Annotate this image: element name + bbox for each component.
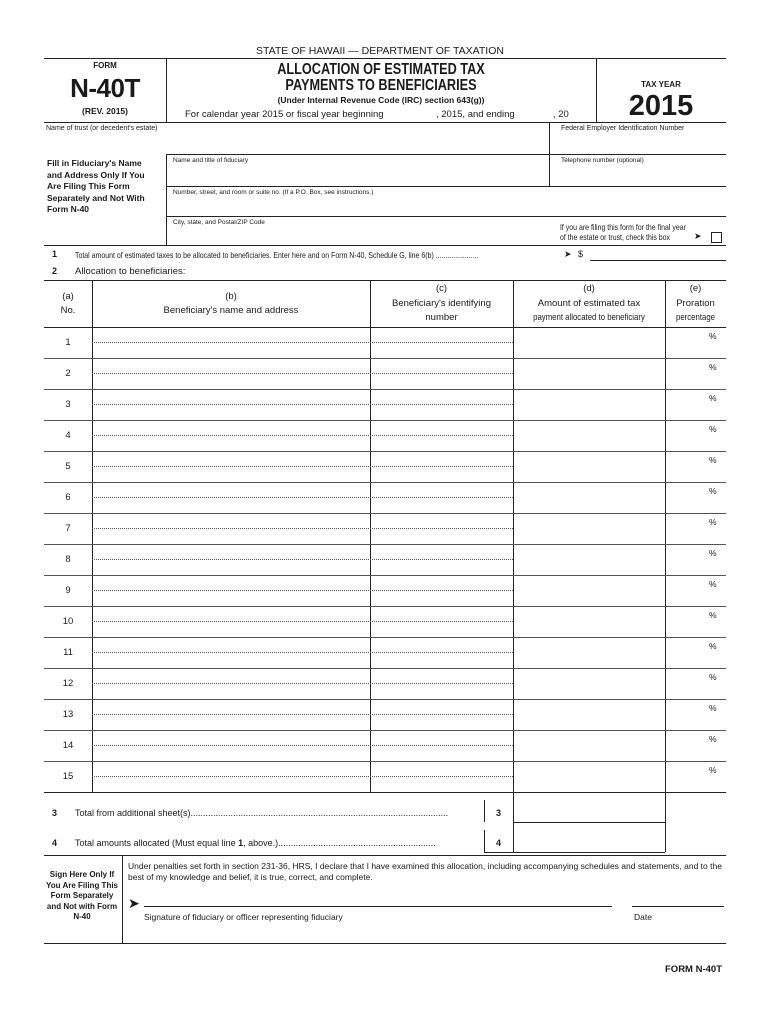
line-1-text xyxy=(75,250,567,260)
column-d-letter: (d) xyxy=(583,283,595,294)
column-e-letter: (e) xyxy=(689,283,702,294)
column-d-line-2: payment allocated to beneficiary xyxy=(533,312,645,323)
line-4-amount-field[interactable] xyxy=(484,852,665,853)
beneficiary-name-field[interactable] xyxy=(92,497,513,498)
column-b-label: Beneficiary's name and address xyxy=(163,305,299,316)
row-number: 6 xyxy=(65,492,71,503)
calendar-year-text: For calendar year 2015 or fiscal year beginning xyxy=(185,109,384,120)
line-2-number: 2 xyxy=(52,266,58,276)
column-b-letter: (b) xyxy=(225,291,237,302)
percent-sign: % xyxy=(709,765,717,775)
percent-sign: % xyxy=(709,579,717,589)
beneficiary-name-field[interactable] xyxy=(92,683,513,684)
column-e-line-2: percentage xyxy=(675,312,715,323)
percent-sign: % xyxy=(709,672,717,682)
agency-name: STATE OF HAWAII — DEPARTMENT OF TAXATION xyxy=(256,45,504,57)
allocated-amount-field[interactable] xyxy=(514,638,664,667)
beneficiary-name-field[interactable] xyxy=(92,652,513,653)
percent-sign: % xyxy=(709,641,717,651)
row-number: 2 xyxy=(65,368,71,379)
signature-field[interactable] xyxy=(144,906,612,907)
column-a-letter: (a) xyxy=(62,291,74,302)
percent-sign: % xyxy=(709,393,717,403)
column-c-letter: (c) xyxy=(435,283,448,294)
year-suffix-text: , 20 xyxy=(553,109,569,120)
column-b-header xyxy=(92,290,370,318)
arrow-right-icon: ➤ xyxy=(128,895,140,911)
beneficiary-name-field[interactable] xyxy=(92,590,513,591)
fiduciary-name-label: Name and title of fiduciary xyxy=(173,157,249,164)
allocated-amount-field[interactable] xyxy=(514,669,664,698)
percent-sign: % xyxy=(709,486,717,496)
percent-sign: % xyxy=(709,517,717,527)
allocated-amount-field[interactable] xyxy=(514,390,664,419)
tax-year: 2015 xyxy=(628,90,694,122)
allocated-amount-field[interactable] xyxy=(514,359,664,388)
line-2-label: Allocation to beneficiaries: xyxy=(75,266,186,277)
city-state-zip-label: City, state, and Postal/ZIP Code xyxy=(173,219,265,226)
percent-sign: % xyxy=(709,455,717,465)
arrow-right-icon: ➤ xyxy=(564,249,572,259)
allocated-amount-field[interactable] xyxy=(514,421,664,450)
beneficiary-name-field[interactable] xyxy=(92,745,513,746)
line-4-text-post: , above.)............................................................... xyxy=(243,838,436,848)
final-year-line-2: of the estate or trust, check this box xyxy=(560,232,671,242)
final-year-note xyxy=(560,222,714,242)
line-4-label xyxy=(75,838,480,848)
row-number: 8 xyxy=(65,554,71,565)
beneficiary-name-field[interactable] xyxy=(92,373,513,374)
allocated-amount-field[interactable] xyxy=(514,483,664,512)
beneficiary-name-field[interactable] xyxy=(92,621,513,622)
line-4-text-pre: Total amounts allocated (Must equal line xyxy=(75,838,239,848)
date-label: Date xyxy=(634,912,652,922)
sign-here-note: Sign Here Only If You Are Filing This Form Separately and Not with Form N-40 xyxy=(46,870,118,921)
column-a-label: No. xyxy=(60,305,76,316)
allocated-amount-field[interactable] xyxy=(514,700,664,729)
row-number: 7 xyxy=(65,523,71,534)
footer-form-id: FORM N-40T xyxy=(665,964,722,975)
beneficiary-name-field[interactable] xyxy=(92,342,513,343)
column-a-header xyxy=(44,290,92,318)
arrow-right-icon: ➤ xyxy=(694,231,702,241)
row-number: 15 xyxy=(62,771,74,782)
and-ending-text: , 2015, and ending xyxy=(436,109,515,120)
row-number: 12 xyxy=(62,678,74,689)
form-number: N-40T xyxy=(70,73,140,103)
penalty-declaration: Under penalties set forth in section 231-36, HRS, I declare that I have examined this allocation, including accompanying schedules and statements, and to the best of my knowledge and belief, it is true, correct, and complete. xyxy=(128,861,722,882)
percent-sign: % xyxy=(709,362,717,372)
column-c-line-1: Beneficiary's identifying xyxy=(392,297,491,309)
trust-name-label: Name of trust (or decedent's estate) xyxy=(46,125,158,132)
allocated-amount-field[interactable] xyxy=(514,731,664,760)
allocated-amount-field[interactable] xyxy=(514,514,664,543)
column-e-line-1: Proration xyxy=(676,297,715,309)
row-number: 13 xyxy=(62,709,74,720)
beneficiary-name-field[interactable] xyxy=(92,559,513,560)
percent-sign: % xyxy=(709,424,717,434)
form-revision: (REV. 2015) xyxy=(82,106,128,116)
line-1-number: 1 xyxy=(52,249,58,259)
row-number: 11 xyxy=(63,647,73,658)
street-address-label: Number, street, and room or suite no. (If a P.O. Box, see instructions.) xyxy=(173,189,374,196)
beneficiary-name-field[interactable] xyxy=(92,528,513,529)
row-number: 3 xyxy=(65,399,71,410)
row-number: 4 xyxy=(65,430,71,441)
line-4-box-number: 4 xyxy=(495,838,501,848)
percent-sign: % xyxy=(709,703,717,713)
final-year-line-1: If you are filing this form for the final year xyxy=(560,222,686,232)
allocated-amount-field[interactable] xyxy=(514,328,664,357)
row-number: 14 xyxy=(62,740,74,751)
line-3-label: Total from additional sheet(s)....................................................................................................... xyxy=(75,808,449,818)
line-3-amount-field[interactable] xyxy=(513,822,665,823)
beneficiary-name-field[interactable] xyxy=(92,404,513,405)
percent-sign: % xyxy=(709,548,717,558)
beneficiary-name-field[interactable] xyxy=(92,714,513,715)
column-c-line-2: number xyxy=(425,312,458,323)
beneficiary-name-field[interactable] xyxy=(92,435,513,436)
allocated-amount-field[interactable] xyxy=(514,576,664,605)
row-number: 10 xyxy=(62,616,74,627)
allocated-amount-field[interactable] xyxy=(514,607,664,636)
allocated-amount-field[interactable] xyxy=(514,452,664,481)
column-d-header xyxy=(513,282,665,326)
allocated-amount-field[interactable] xyxy=(514,762,664,791)
line-1-amount-field[interactable] xyxy=(590,260,726,261)
row-number: 5 xyxy=(65,461,71,472)
line-3-number: 3 xyxy=(52,808,58,818)
line-1-dollar-sign: $ xyxy=(578,249,584,259)
line-3-box-number: 3 xyxy=(495,808,501,818)
fill-in-fiduciary-note: Fill in Fiduciary's Name and Address Only If You Are Filing This Form Separately and Not With Form N-40 xyxy=(47,158,145,214)
form-label: FORM xyxy=(93,61,117,70)
percent-sign: % xyxy=(709,610,717,620)
final-year-checkbox[interactable] xyxy=(711,232,722,243)
row-number: 9 xyxy=(65,585,71,596)
beneficiary-name-field[interactable] xyxy=(92,466,513,467)
tax-year-label: TAX YEAR xyxy=(641,80,681,89)
date-field[interactable] xyxy=(632,906,724,907)
form-title xyxy=(166,62,596,94)
allocated-amount-field[interactable] xyxy=(514,545,664,574)
line-4-text-bold: 1 xyxy=(238,838,244,848)
telephone-label: Telephone number (optional) xyxy=(561,157,644,164)
fein-label: Federal Employer Identification Number xyxy=(561,125,685,132)
form-subtitle: (Under Internal Revenue Code (IRC) section 643(g)) xyxy=(277,95,485,105)
column-d-line-1: Amount of estimated tax xyxy=(537,297,641,309)
percent-sign: % xyxy=(709,331,717,341)
column-e-header xyxy=(665,282,726,326)
row-number: 1 xyxy=(65,337,71,348)
beneficiary-name-field[interactable] xyxy=(92,776,513,777)
column-c-header xyxy=(370,282,513,326)
percent-sign: % xyxy=(709,734,717,744)
line-1-label: Total amount of estimated taxes to be allocated to beneficiaries. Enter here and on Form N-40, Schedule G, line 6(b) ...................... xyxy=(75,250,479,260)
line-4-number: 4 xyxy=(52,838,58,848)
title-line-2: PAYMENTS TO BENEFICIARIES xyxy=(285,77,477,94)
signature-label: Signature of fiduciary or officer representing fiduciary xyxy=(144,912,343,922)
title-line-1: ALLOCATION OF ESTIMATED TAX xyxy=(277,61,485,78)
